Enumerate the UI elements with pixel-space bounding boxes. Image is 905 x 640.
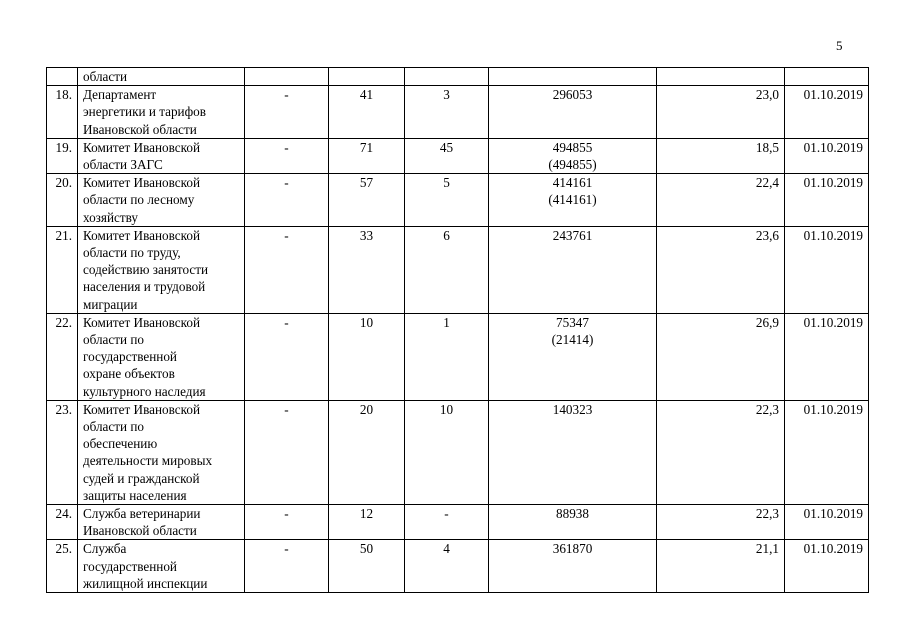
column-3-cell: 3	[405, 86, 489, 139]
column-5-cell: 22,3	[657, 400, 785, 504]
column-5-cell: 21,1	[657, 540, 785, 593]
organization-name-line: области по	[83, 419, 145, 435]
organization-name-line: Ивановской области	[83, 121, 197, 137]
column-1-cell: -	[245, 505, 329, 540]
organization-name-line: миграции	[83, 296, 138, 312]
organization-name-line: области по лесному	[83, 192, 195, 208]
organization-name-line: Комитет Ивановской	[83, 227, 201, 243]
organization-name-line: государственной	[83, 349, 177, 365]
row-number-cell: 23.	[47, 400, 78, 504]
column-4-cell	[489, 86, 657, 139]
organization-name-cell	[78, 174, 245, 227]
column-3-cell: 4	[405, 540, 489, 593]
organization-name-line: культурного наследия	[83, 383, 206, 399]
table-row	[47, 68, 869, 86]
organization-name-cell	[78, 540, 245, 593]
table-row	[47, 138, 869, 173]
column-1-cell: -	[245, 138, 329, 173]
column-4-line: (21414)	[551, 332, 594, 348]
column-4-line: (494855)	[548, 157, 597, 173]
organization-name-cell	[78, 226, 245, 313]
column-1-cell: -	[245, 174, 329, 227]
row-number-cell: 25.	[47, 540, 78, 593]
column-5-cell: 18,5	[657, 138, 785, 173]
row-number-cell: 19.	[47, 138, 78, 173]
organization-name-line: населения и трудовой	[83, 279, 206, 295]
column-2-cell: 71	[329, 138, 405, 173]
column-6-cell: 01.10.2019	[785, 540, 869, 593]
column-3-cell: 6	[405, 226, 489, 313]
organization-name-line: защиты населения	[83, 487, 187, 503]
column-5-cell: 22,3	[657, 505, 785, 540]
table-row	[47, 174, 869, 227]
column-4-line: 243761	[552, 227, 593, 243]
column-1-cell: -	[245, 226, 329, 313]
organization-name-line: хозяйству	[83, 209, 139, 225]
column-6-cell: 01.10.2019	[785, 226, 869, 313]
column-2-cell: 20	[329, 400, 405, 504]
column-2-cell: 12	[329, 505, 405, 540]
column-4-cell	[489, 540, 657, 593]
organization-name-cell	[78, 505, 245, 540]
data-table	[46, 67, 869, 593]
column-4-line: 75347	[556, 314, 589, 330]
table-row	[47, 86, 869, 139]
row-number-cell: 24.	[47, 505, 78, 540]
organization-name-line: содействию занятости	[83, 262, 209, 278]
organization-name-line: Ивановской области	[83, 523, 197, 539]
column-3-cell: 10	[405, 400, 489, 504]
row-number-cell: 18.	[47, 86, 78, 139]
column-2-cell: 33	[329, 226, 405, 313]
organization-name-line: области по труду,	[83, 245, 181, 261]
organization-name-line: обеспечению	[83, 436, 158, 452]
column-4-cell	[489, 313, 657, 400]
column-1-cell: -	[245, 540, 329, 593]
table-row	[47, 313, 869, 400]
row-number-cell: 20.	[47, 174, 78, 227]
organization-name-line: области	[83, 69, 128, 84]
column-6-cell: 01.10.2019	[785, 138, 869, 173]
column-4-line: 361870	[552, 541, 593, 557]
organization-name-line: жилищной инспекции	[83, 575, 208, 591]
organization-name-line: судей и гражданской	[83, 470, 200, 486]
column-3-cell	[405, 68, 489, 86]
row-number-cell: 22.	[47, 313, 78, 400]
column-4-line: 494855	[552, 139, 593, 155]
organization-name-line: энергетики и тарифов	[83, 104, 206, 120]
column-3-cell: 45	[405, 138, 489, 173]
organization-name-line: области по	[83, 332, 145, 348]
column-4-line: 296053	[552, 87, 593, 103]
column-4-cell	[489, 174, 657, 227]
organization-name-line: Департамент	[83, 87, 157, 103]
column-5-cell: 23,6	[657, 226, 785, 313]
organization-name-line: Комитет Ивановской	[83, 401, 201, 417]
column-4-line: 140323	[552, 401, 593, 417]
column-4-line: (414161)	[548, 192, 597, 208]
column-6-cell	[785, 68, 869, 86]
table-row	[47, 505, 869, 540]
table-row	[47, 226, 869, 313]
column-4-cell	[489, 138, 657, 173]
table-row	[47, 400, 869, 504]
table-body	[47, 68, 869, 593]
column-5-cell: 23,0	[657, 86, 785, 139]
column-1-cell: -	[245, 313, 329, 400]
column-4-line: 414161	[552, 175, 593, 191]
row-number-cell	[47, 68, 78, 86]
column-2-cell: 57	[329, 174, 405, 227]
column-6-cell: 01.10.2019	[785, 174, 869, 227]
organization-name-line: области ЗАГС	[83, 157, 163, 173]
column-4-cell	[489, 505, 657, 540]
row-number-cell: 21.	[47, 226, 78, 313]
table-row	[47, 540, 869, 593]
page-number: 5	[836, 38, 843, 53]
column-4-line: 88938	[556, 506, 589, 522]
column-6-cell: 01.10.2019	[785, 400, 869, 504]
column-6-cell: 01.10.2019	[785, 86, 869, 139]
column-6-cell: 01.10.2019	[785, 505, 869, 540]
column-5-cell: 26,9	[657, 313, 785, 400]
column-1-cell: -	[245, 400, 329, 504]
organization-name-cell	[78, 313, 245, 400]
organization-name-cell	[78, 138, 245, 173]
column-4-cell	[489, 400, 657, 504]
organization-name-line: Служба	[83, 541, 127, 557]
column-5-cell	[657, 68, 785, 86]
column-3-cell: -	[405, 505, 489, 540]
column-2-cell: 50	[329, 540, 405, 593]
organization-name-line: Комитет Ивановской	[83, 314, 201, 330]
organization-name-cell	[78, 86, 245, 139]
column-1-cell	[245, 68, 329, 86]
column-3-cell: 1	[405, 313, 489, 400]
column-4-cell	[489, 226, 657, 313]
column-3-cell: 5	[405, 174, 489, 227]
organization-name-line: государственной	[83, 558, 177, 574]
column-4-cell	[489, 68, 657, 86]
organization-name-cell	[78, 400, 245, 504]
organization-name-line: деятельности мировых	[83, 453, 213, 469]
organization-name-line: охране объектов	[83, 366, 175, 382]
column-2-cell: 41	[329, 86, 405, 139]
column-6-cell: 01.10.2019	[785, 313, 869, 400]
column-2-cell	[329, 68, 405, 86]
organization-name-line: Комитет Ивановской	[83, 175, 201, 191]
column-5-cell: 22,4	[657, 174, 785, 227]
organization-name-cell	[78, 68, 245, 86]
column-1-cell: -	[245, 86, 329, 139]
column-2-cell: 10	[329, 313, 405, 400]
organization-name-line: Комитет Ивановской	[83, 139, 201, 155]
organization-name-line: Служба ветеринарии	[83, 506, 201, 522]
